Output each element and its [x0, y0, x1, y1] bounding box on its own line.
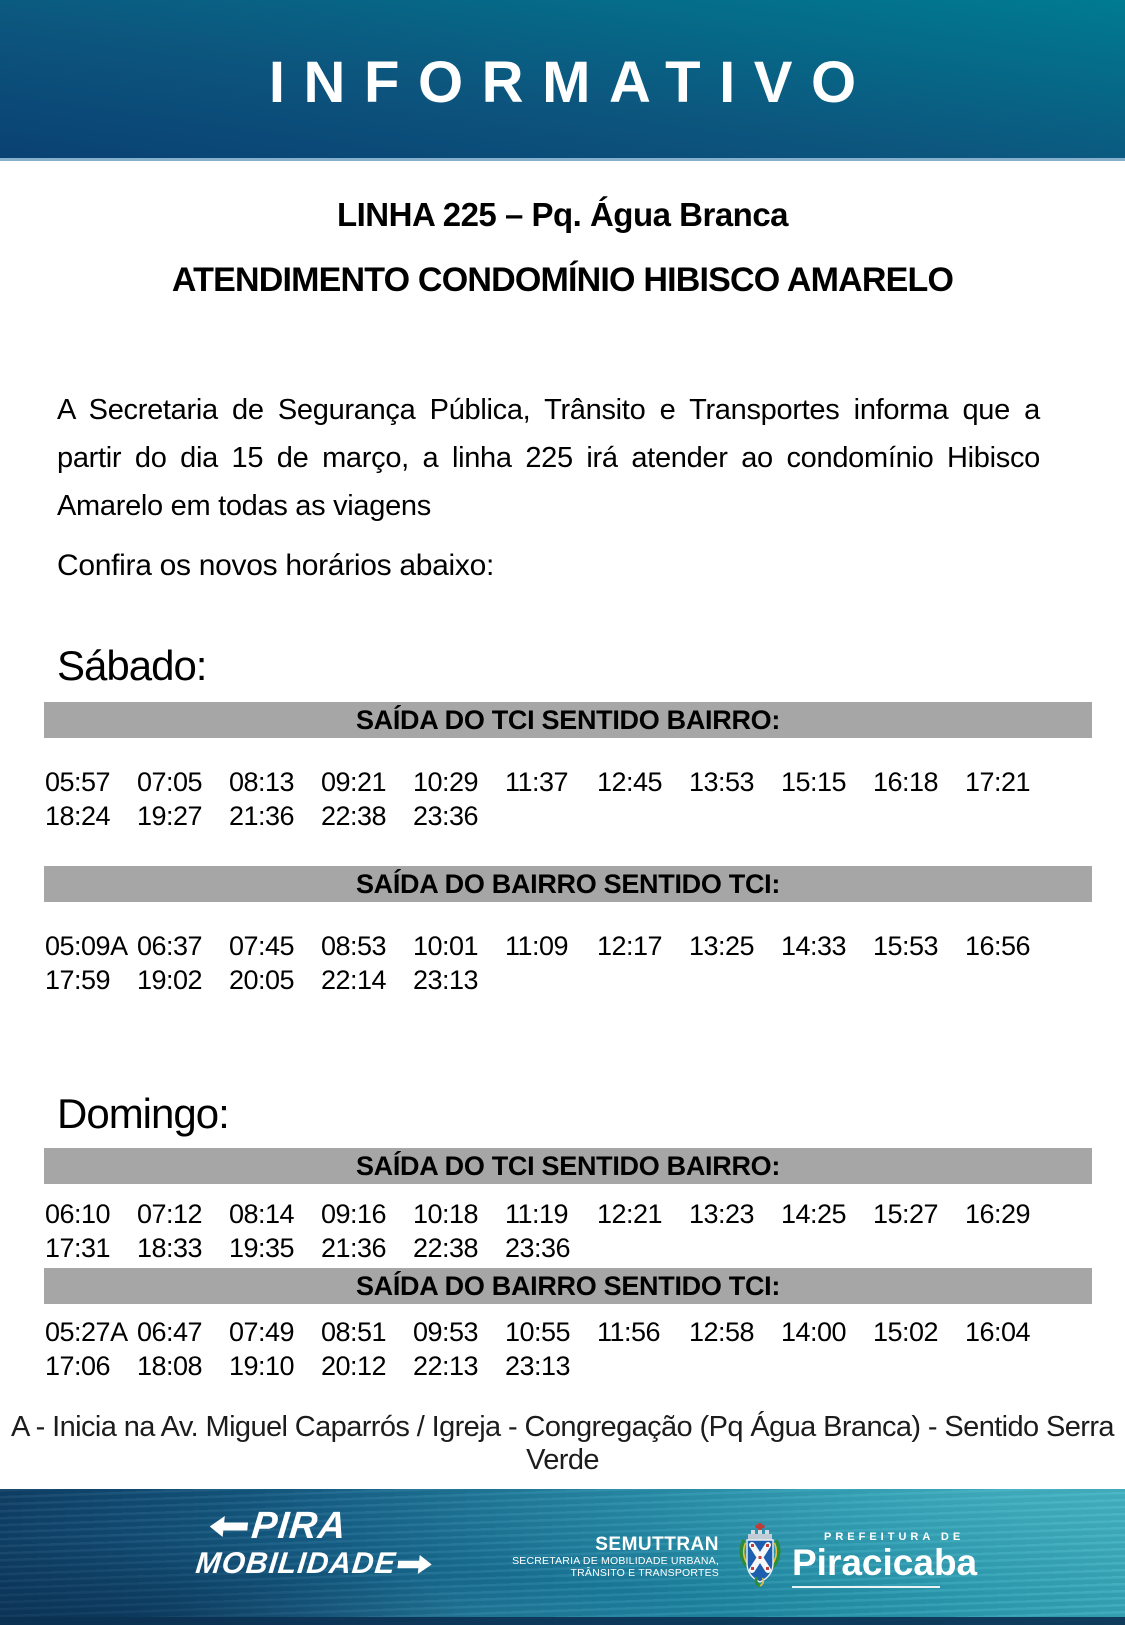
time-cell: 07:49: [229, 1317, 295, 1347]
section-header-sunday-bairro-tci: [44, 1268, 1092, 1304]
time-cell: 16:56: [965, 931, 1031, 961]
piracicaba-underline: [792, 1586, 940, 1588]
time-cell: 13:25: [689, 931, 755, 961]
time-cell: 22:13: [413, 1351, 479, 1381]
time-cell: 23:36: [413, 801, 479, 831]
line-title: LINHA 225 – Pq. Água Branca: [336, 196, 789, 233]
time-cell: 19:02: [137, 965, 203, 995]
section-header-sunday-tci-bairro: [44, 1148, 1092, 1184]
time-cell: 07:45: [229, 931, 295, 961]
mobilidade-logo-text: MOBILIDADE: [194, 1547, 398, 1580]
time-cell: 08:14: [229, 1199, 295, 1229]
time-cell: 09:53: [413, 1317, 479, 1347]
times-grid-sunday-bairro-tci: [45, 1318, 1057, 1380]
footnote-a-trip: A - Inicia na Av. Miguel Caparrós / Igreja - Congregação (Pq Água Branca) - Sentido Serra Verde: [11, 1411, 1114, 1476]
time-cell: 15:27: [873, 1199, 939, 1229]
time-cell: 18:08: [137, 1351, 203, 1381]
semuttran-subtitle-2: TRÂNSITO E TRANSPORTES: [570, 1567, 719, 1579]
time-cell: 22:38: [321, 801, 387, 831]
time-cell: 15:02: [873, 1317, 939, 1347]
time-cell: 09:21: [321, 767, 387, 797]
times-grid-saturday-tci-bairro: [45, 768, 1057, 830]
saturday-label: Sábado:: [57, 642, 207, 689]
time-cell: 11:09: [505, 931, 569, 961]
times-grid-saturday-bairro-tci: [45, 932, 1057, 994]
intro-subline: Confira os novos horários abaixo:: [57, 549, 495, 582]
time-cell: 16:29: [965, 1199, 1031, 1229]
section-header-label: SAÍDA DO BAIRRO SENTIDO TCI:: [355, 868, 781, 899]
banner-title: INFORMATIVO: [268, 49, 875, 115]
time-cell: 17:31: [45, 1233, 111, 1263]
right-arrow-icon: [397, 1555, 433, 1574]
time-cell: 14:33: [781, 931, 847, 961]
time-cell: 23:13: [505, 1351, 571, 1381]
time-cell: 10:29: [413, 767, 479, 797]
section-header-label: SAÍDA DO TCI SENTIDO BAIRRO:: [355, 704, 781, 735]
time-cell: 06:47: [137, 1317, 203, 1347]
piracicaba-coat-of-arms-icon: [737, 1523, 783, 1592]
time-cell: 23:13: [413, 965, 479, 995]
time-cell: 13:53: [689, 767, 755, 797]
time-cell: 15:15: [781, 767, 847, 797]
time-cell: 12:45: [597, 767, 663, 797]
left-arrow-icon: [209, 1516, 249, 1537]
time-cell: 12:17: [597, 931, 663, 961]
time-cell: 17:59: [45, 965, 111, 995]
section-header-label: SAÍDA DO BAIRRO SENTIDO TCI:: [355, 1270, 781, 1301]
time-cell: 11:37: [505, 767, 569, 797]
semuttran-name: SEMUTTRAN: [595, 1534, 719, 1555]
time-cell: 07:05: [137, 767, 203, 797]
time-cell: 06:10: [45, 1199, 111, 1229]
time-cell: 14:25: [781, 1199, 847, 1229]
pira-mobilidade-logo: [194, 1505, 438, 1581]
service-title: ATENDIMENTO CONDOMÍNIO HIBISCO AMARELO: [171, 261, 954, 299]
time-cell: 10:01: [413, 931, 479, 961]
time-cell: 18:33: [137, 1233, 203, 1263]
time-cell: 09:16: [321, 1199, 387, 1229]
time-cell: 19:10: [229, 1351, 295, 1381]
semuttran-subtitle-1: SECRETARIA DE MOBILIDADE URBANA,: [512, 1555, 719, 1567]
times-grid-sunday-tci-bairro: [45, 1200, 1057, 1262]
time-cell: 05:09A: [45, 931, 128, 961]
pira-logo-line1: [207, 1505, 438, 1548]
time-cell: 16:04: [965, 1317, 1031, 1347]
time-cell: 12:21: [597, 1199, 663, 1229]
time-cell: 19:35: [229, 1233, 295, 1263]
prefeitura-block: [792, 1531, 977, 1588]
section-header-saturday-tci-bairro: [44, 702, 1092, 738]
time-cell: 19:27: [137, 801, 203, 831]
time-cell: 15:53: [873, 931, 939, 961]
footer-banner: [0, 1489, 1125, 1625]
time-cell: 21:36: [229, 801, 295, 831]
time-cell: 05:27A: [45, 1317, 128, 1347]
time-cell: 22:38: [413, 1233, 479, 1263]
section-header-saturday-bairro-tci: [44, 866, 1092, 902]
time-cell: 05:57: [45, 767, 111, 797]
time-cell: 23:36: [505, 1233, 571, 1263]
prefeitura-de-label: PREFEITURA DE: [824, 1531, 965, 1543]
time-cell: 10:55: [505, 1317, 571, 1347]
time-cell: 20:12: [321, 1351, 387, 1381]
time-cell: 13:23: [689, 1199, 755, 1229]
time-cell: 10:18: [413, 1199, 479, 1229]
time-cell: 08:13: [229, 767, 295, 797]
time-cell: 08:53: [321, 931, 387, 961]
time-cell: 21:36: [321, 1233, 387, 1263]
semuttran-block: [512, 1535, 719, 1579]
time-cell: 07:12: [137, 1199, 203, 1229]
time-cell: 17:06: [45, 1351, 111, 1381]
piracicaba-wordmark: Piracicaba: [792, 1542, 978, 1583]
time-cell: 17:21: [965, 767, 1031, 797]
sunday-label: Domingo:: [57, 1090, 229, 1137]
time-cell: 22:14: [321, 965, 387, 995]
time-cell: 06:37: [137, 931, 203, 961]
section-header-label: SAÍDA DO TCI SENTIDO BAIRRO:: [355, 1150, 781, 1181]
pira-logo-line2: [194, 1547, 434, 1581]
top-banner: [0, 0, 1125, 161]
pira-logo-text: PIRA: [249, 1505, 349, 1547]
time-cell: 11:19: [505, 1199, 569, 1229]
intro-paragraph: A Secretaria de Segurança Pública, Trânsito e Transportes informa que a partir do dia 15 de março, a linha 225 irá atender ao condomínio Hibisco Amarelo em todas as viagens: [57, 394, 1040, 522]
time-cell: 20:05: [229, 965, 295, 995]
time-cell: 08:51: [321, 1317, 387, 1347]
time-cell: 12:58: [689, 1317, 755, 1347]
time-cell: 18:24: [45, 801, 111, 831]
time-cell: 16:18: [873, 767, 939, 797]
time-cell: 14:00: [781, 1317, 847, 1347]
time-cell: 11:56: [597, 1317, 661, 1347]
